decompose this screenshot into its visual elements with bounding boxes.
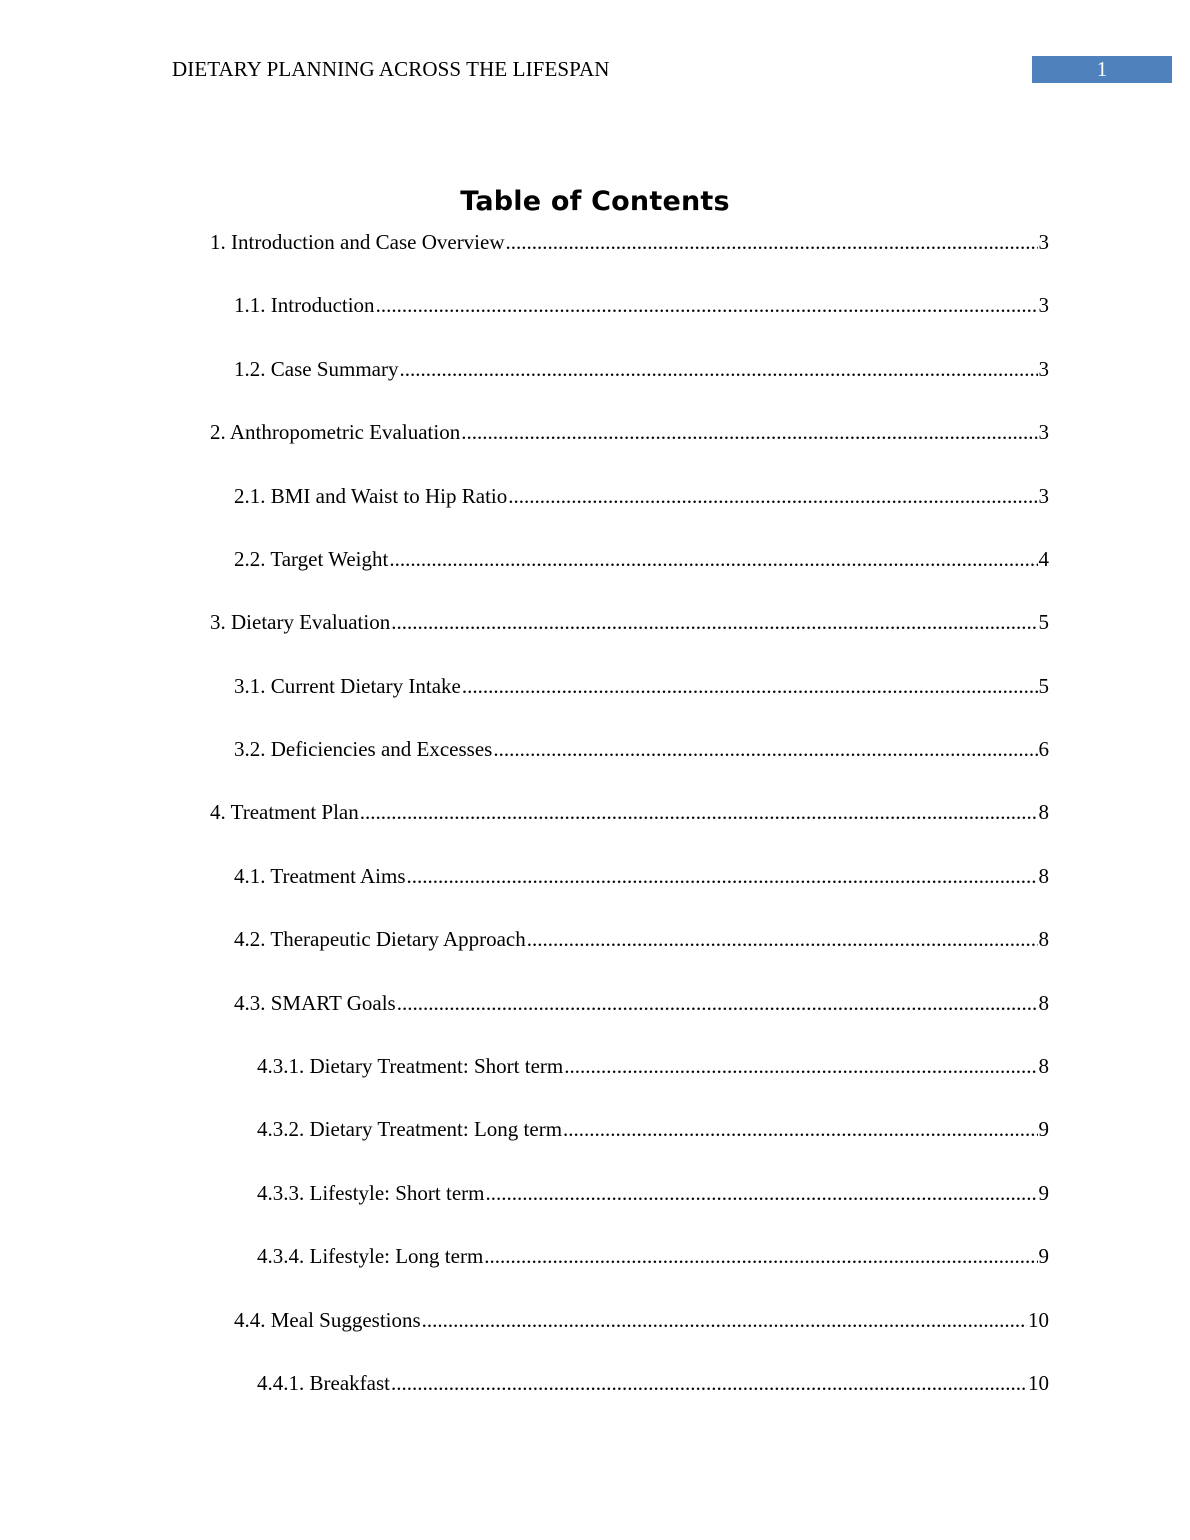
toc-entry-label: 4.3.3. Lifestyle: Short term (257, 1181, 485, 1205)
toc-entry-page: 3 (1038, 357, 1049, 381)
toc-entry-label: 3.1. Current Dietary Intake (234, 674, 461, 698)
toc-entry[interactable] (234, 289, 1049, 321)
toc-entry[interactable] (257, 1113, 1049, 1145)
toc-entry-page: 8 (1038, 991, 1049, 1015)
toc-entry[interactable] (234, 733, 1049, 765)
toc-leader-dots (564, 1050, 1037, 1082)
toc-entry[interactable] (234, 543, 1049, 575)
toc-entry-page: 9 (1038, 1244, 1049, 1268)
page-number: 1 (1096, 57, 1108, 81)
toc-entry-page: 5 (1038, 674, 1049, 698)
toc-entry[interactable] (210, 606, 1049, 638)
toc-entry-page: 10 (1028, 1371, 1049, 1395)
toc-leader-dots (397, 987, 1038, 1019)
toc-entry[interactable] (234, 1304, 1049, 1336)
toc-entry[interactable] (234, 860, 1049, 892)
toc-entry[interactable] (234, 353, 1049, 385)
toc-entry-page: 8 (1038, 800, 1049, 824)
toc-entry-page: 8 (1038, 864, 1049, 888)
toc-title: Table of Contents (460, 186, 730, 217)
toc-leader-dots (485, 1177, 1037, 1209)
toc-entry-page: 3 (1038, 484, 1049, 508)
toc-entry[interactable] (234, 670, 1049, 702)
toc-entry-page: 8 (1038, 1054, 1049, 1078)
toc-leader-dots (422, 1304, 1027, 1336)
toc-leader-dots (376, 289, 1038, 321)
toc-leader-dots (527, 923, 1038, 955)
toc-leader-dots (508, 480, 1037, 512)
toc-entry[interactable] (210, 416, 1049, 448)
toc-entry-label: 4.3.4. Lifestyle: Long term (257, 1244, 484, 1268)
toc-entry-page: 3 (1038, 230, 1049, 254)
toc-leader-dots (563, 1113, 1037, 1145)
toc-entry-label: 1. Introduction and Case Overview (210, 230, 505, 254)
toc-entry-label: 4.3. SMART Goals (234, 991, 396, 1015)
toc-entry-label: 4.2. Therapeutic Dietary Approach (234, 927, 526, 951)
toc-entry[interactable] (234, 480, 1049, 512)
toc-entry-page: 3 (1038, 420, 1049, 444)
toc-entry-label: 4.3.2. Dietary Treatment: Long term (257, 1117, 563, 1141)
toc-entry-label: 1.2. Case Summary (234, 357, 399, 381)
toc-entry[interactable] (257, 1050, 1049, 1082)
toc-leader-dots (399, 353, 1037, 385)
toc-entry-page: 9 (1038, 1181, 1049, 1205)
toc-entry-label: 4.3.1. Dietary Treatment: Short term (257, 1054, 564, 1078)
toc-entry[interactable] (234, 923, 1049, 955)
toc-entry-label: 4.1. Treatment Aims (234, 864, 406, 888)
toc-entry-label: 4.4. Meal Suggestions (234, 1308, 421, 1332)
toc-entry-page: 9 (1038, 1117, 1049, 1141)
toc-entry-page: 10 (1028, 1308, 1049, 1332)
toc-leader-dots (484, 1240, 1037, 1272)
toc-entry-label: 3.2. Deficiencies and Excesses (234, 737, 493, 761)
toc-entry-page: 3 (1038, 293, 1049, 317)
running-head: DIETARY PLANNING ACROSS THE LIFESPAN (172, 57, 610, 81)
toc-entry-label: 4. Treatment Plan (210, 800, 359, 824)
toc-entry-page: 6 (1038, 737, 1049, 761)
toc-leader-dots (407, 860, 1038, 892)
toc-leader-dots (462, 670, 1038, 702)
toc-entry-label: 4.4.1. Breakfast (257, 1371, 390, 1395)
toc-leader-dots (391, 606, 1037, 638)
page-number-badge (1032, 56, 1172, 83)
toc-entry-label: 2. Anthropometric Evaluation (210, 420, 461, 444)
toc-entry[interactable] (257, 1177, 1049, 1209)
toc-leader-dots (389, 543, 1037, 575)
toc-leader-dots (391, 1367, 1027, 1399)
toc-entry-label: 3. Dietary Evaluation (210, 610, 391, 634)
toc-entry[interactable] (257, 1367, 1049, 1399)
toc-entry-label: 2.1. BMI and Waist to Hip Ratio (234, 484, 508, 508)
toc-entry[interactable] (210, 796, 1049, 828)
toc-entry[interactable] (257, 1240, 1049, 1272)
toc-entry-label: 1.1. Introduction (234, 293, 375, 317)
toc-leader-dots (506, 226, 1038, 258)
toc-entry[interactable] (210, 226, 1049, 258)
toc-entry-page: 5 (1038, 610, 1049, 634)
toc-entry-page: 4 (1038, 547, 1049, 571)
toc-entry-page: 8 (1038, 927, 1049, 951)
toc-leader-dots (493, 733, 1037, 765)
toc-leader-dots (461, 416, 1037, 448)
toc-entry-label: 2.2. Target Weight (234, 547, 389, 571)
toc-leader-dots (360, 796, 1038, 828)
toc-entry[interactable] (234, 987, 1049, 1019)
